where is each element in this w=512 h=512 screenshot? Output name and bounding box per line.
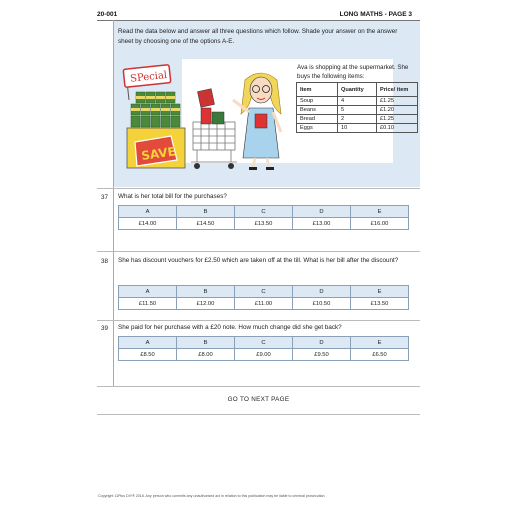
item-quantity: 10	[338, 124, 377, 133]
option-letter: E	[351, 286, 409, 298]
copyright-notice: Copyright 11Plus DIY® 2018. Any person who commits any unauthorised act in relation to this publication may be liable to criminal prosecution.	[98, 494, 326, 498]
header-item: Item	[297, 83, 338, 97]
option-letter: E	[351, 337, 409, 349]
option-letters	[119, 206, 409, 218]
answer-option[interactable]: £8.00	[177, 349, 235, 361]
save-label: SAVE!	[140, 143, 183, 163]
item-name: Eggs	[297, 124, 338, 133]
item-price: £1.25	[377, 115, 418, 124]
item-price: £1.20	[377, 106, 418, 115]
answer-option[interactable]: £14.50	[177, 218, 235, 230]
answer-option[interactable]: £12.00	[177, 298, 235, 310]
shopping-trolley	[191, 122, 237, 162]
option-letters	[119, 286, 409, 298]
item-name: Beans	[297, 106, 338, 115]
question-divider	[97, 188, 420, 189]
item-name: Bread	[297, 115, 338, 124]
answer-option[interactable]: £9.00	[235, 349, 293, 361]
answer-options-38	[118, 285, 409, 310]
option-letter: C	[235, 286, 293, 298]
answer-option[interactable]: £13.00	[293, 218, 351, 230]
item-quantity: 5	[338, 106, 377, 115]
question-text-37: What is her total bill for the purchases?	[118, 193, 227, 200]
go-to-next-page: GO TO NEXT PAGE	[227, 396, 290, 403]
option-letter: A	[119, 337, 177, 349]
answer-option[interactable]: £6.50	[351, 349, 409, 361]
header-quantity: Quantity	[338, 83, 377, 97]
option-letter: C	[235, 206, 293, 218]
question-text-39: She paid for her purchase with a £20 note. How much change did she get back?	[118, 324, 342, 331]
scenario-intro: Ava is shopping at the supermarket. She buys the following items:	[297, 64, 409, 80]
option-letter: B	[177, 206, 235, 218]
held-box	[197, 89, 214, 108]
option-letter: D	[293, 337, 351, 349]
table-row	[297, 106, 418, 115]
items-table-header	[297, 83, 418, 97]
table-row	[297, 124, 418, 133]
footer-divider	[97, 386, 420, 387]
answer-options-39	[118, 336, 409, 361]
answer-option[interactable]: £10.50	[293, 298, 351, 310]
option-letter: E	[351, 206, 409, 218]
header-price: Price/ item	[377, 83, 418, 97]
question-divider	[97, 320, 420, 321]
question-text-38: She has discount vouchers for £2.50 which are taken off at the till. What is her bill after the discount?	[118, 257, 399, 264]
option-letter: C	[235, 337, 293, 349]
question-number-38: 38	[101, 258, 109, 265]
sign-label: SPecial	[129, 69, 168, 85]
shopping-illustration	[121, 62, 291, 172]
item-price: £1.25	[377, 97, 418, 106]
items-table	[296, 82, 418, 133]
option-letter: B	[177, 337, 235, 349]
document-code: 20-001	[97, 11, 118, 18]
question-divider	[97, 251, 420, 252]
answer-option[interactable]: £11.50	[119, 298, 177, 310]
answer-option[interactable]: £11.00	[235, 298, 293, 310]
table-row	[297, 97, 418, 106]
answer-option[interactable]: £16.00	[351, 218, 409, 230]
option-letter: D	[293, 286, 351, 298]
answer-option[interactable]: £14.00	[119, 218, 177, 230]
option-letter: A	[119, 206, 177, 218]
item-quantity: 4	[338, 97, 377, 106]
option-values	[119, 298, 409, 310]
item-price: £0.10	[377, 124, 418, 133]
option-letters	[119, 337, 409, 349]
answer-option[interactable]: £13.50	[235, 218, 293, 230]
option-letter: A	[119, 286, 177, 298]
instructions-text: Read the data below and answer all three questions which follow. Shade your answer on the answer sheet by choosing one of the options A-E.	[118, 28, 398, 45]
answer-option[interactable]: £8.50	[119, 349, 177, 361]
question-number-39: 39	[101, 325, 109, 332]
item-quantity: 2	[338, 115, 377, 124]
option-values	[119, 349, 409, 361]
option-letter: B	[177, 286, 235, 298]
item-name: Soup	[297, 97, 338, 106]
table-row	[297, 115, 418, 124]
answer-options-37	[118, 205, 409, 230]
option-letter: D	[293, 206, 351, 218]
bottom-divider	[97, 414, 420, 415]
page-title: LONG MATHS - PAGE 3	[339, 11, 412, 18]
shopper-figure	[233, 73, 281, 170]
question-number-37: 37	[101, 194, 109, 201]
answer-option[interactable]: £13.50	[351, 298, 409, 310]
option-values	[119, 218, 409, 230]
answer-option[interactable]: £9.50	[293, 349, 351, 361]
